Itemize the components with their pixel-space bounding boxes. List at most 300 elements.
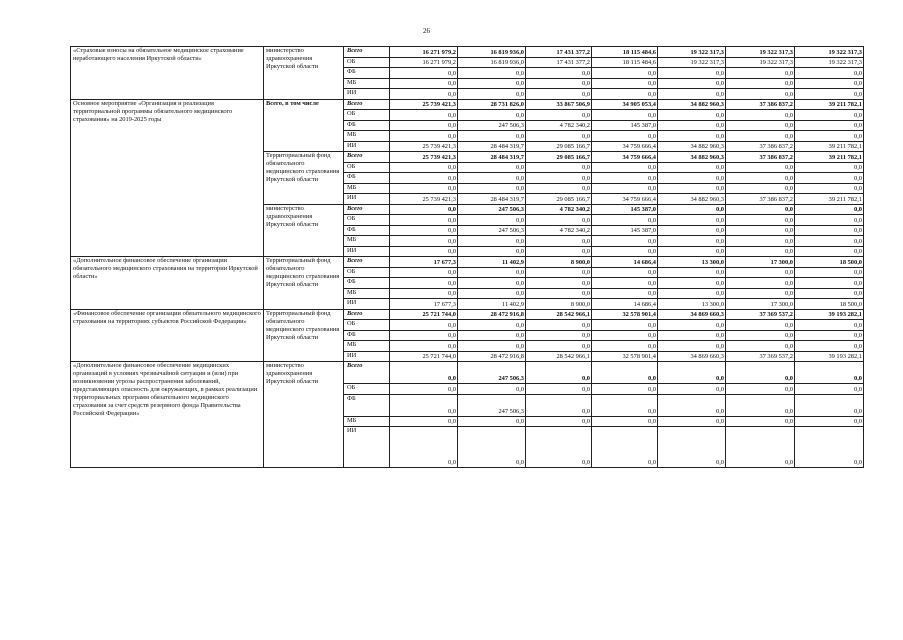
- amount-cell: 0,0: [458, 427, 526, 468]
- amount-cell: 0,0: [658, 215, 726, 226]
- table-row: [71, 47, 864, 58]
- amount-cell: 17 677,3: [390, 257, 458, 268]
- amount-cell: 0,0: [526, 162, 592, 173]
- amount-cell: 34 759 666,4: [592, 152, 658, 163]
- amount-cell: 0,0: [390, 173, 458, 184]
- amount-cell: 0,0: [526, 278, 592, 289]
- amount-cell: 0,0: [726, 267, 795, 278]
- amount-cell: 0,0: [795, 89, 864, 100]
- amount-cell: 0,0: [526, 394, 592, 416]
- amount-cell: 0,0: [726, 416, 795, 427]
- amount-cell: 0,0: [726, 89, 795, 100]
- amount-cell: 0,0: [390, 120, 458, 131]
- amount-cell: 0,0: [658, 89, 726, 100]
- funding-source-cell: МБ: [344, 416, 390, 427]
- amount-cell: 0,0: [458, 110, 526, 121]
- responsible-executor-cell: Территориальный фонд обязательного медицинского страхования Иркутской области: [264, 309, 344, 362]
- funding-source-cell: ФБ: [344, 173, 390, 184]
- amount-cell: 8 900,0: [526, 299, 592, 310]
- funding-source-cell: ФБ: [344, 120, 390, 131]
- amount-cell: 0,0: [658, 162, 726, 173]
- amount-cell: 0,0: [458, 78, 526, 89]
- amount-cell: 0,0: [795, 110, 864, 121]
- amount-cell: 0,0: [658, 267, 726, 278]
- amount-cell: 37 386 837,2: [726, 152, 795, 163]
- page-number: 26: [423, 27, 430, 35]
- responsible-executor-cell: министерство здравоохранения Иркутской области: [264, 362, 344, 468]
- amount-cell: 37 386 837,2: [726, 99, 795, 110]
- amount-cell: 247 506,3: [458, 120, 526, 131]
- amount-cell: 0,0: [592, 362, 658, 384]
- amount-cell: 0,0: [526, 330, 592, 341]
- amount-cell: 34 869 660,3: [658, 351, 726, 362]
- amount-cell: 0,0: [526, 320, 592, 331]
- amount-cell: 11 402,9: [458, 299, 526, 310]
- amount-cell: 0,0: [592, 215, 658, 226]
- amount-cell: 19 322 317,3: [658, 47, 726, 58]
- responsible-executor-cell: министерство здравоохранения Иркутской области: [264, 204, 344, 257]
- amount-cell: 0,0: [592, 246, 658, 257]
- responsible-executor-cell: Территориальный фонд обязательного медицинского страхования Иркутской области: [264, 152, 344, 205]
- amount-cell: 0,0: [526, 236, 592, 247]
- amount-cell: 0,0: [726, 288, 795, 299]
- amount-cell: 0,0: [458, 162, 526, 173]
- amount-cell: 25 739 421,3: [390, 99, 458, 110]
- amount-cell: 0,0: [795, 341, 864, 352]
- amount-cell: 0,0: [390, 267, 458, 278]
- amount-cell: 0,0: [726, 384, 795, 395]
- amount-cell: 0,0: [390, 162, 458, 173]
- amount-cell: 13 300,0: [658, 257, 726, 268]
- amount-cell: 0,0: [795, 394, 864, 416]
- amount-cell: 0,0: [658, 320, 726, 331]
- funding-source-cell: Всего: [344, 152, 390, 163]
- amount-cell: 0,0: [658, 278, 726, 289]
- amount-cell: 19 322 317,3: [658, 57, 726, 68]
- amount-cell: 34 759 666,4: [592, 194, 658, 205]
- amount-cell: 0,0: [726, 120, 795, 131]
- amount-cell: 0,0: [390, 225, 458, 236]
- amount-cell: 0,0: [658, 173, 726, 184]
- amount-cell: 0,0: [390, 183, 458, 194]
- amount-cell: 0,0: [390, 341, 458, 352]
- program-name-cell: «Страховые взносы на обязательное медицинское страхование неработающего населения Иркутской области»: [71, 47, 264, 100]
- funding-source-cell: ИИ: [344, 299, 390, 310]
- amount-cell: 0,0: [526, 78, 592, 89]
- responsible-executor-cell: Территориальный фонд обязательного медицинского страхования Иркутской области: [264, 257, 344, 310]
- amount-cell: 0,0: [390, 278, 458, 289]
- amount-cell: 0,0: [795, 225, 864, 236]
- amount-cell: 0,0: [458, 267, 526, 278]
- amount-cell: 0,0: [592, 341, 658, 352]
- amount-cell: 145 387,0: [592, 204, 658, 215]
- amount-cell: 0,0: [458, 173, 526, 184]
- funding-source-cell: ОБ: [344, 110, 390, 121]
- funding-source-cell: ОБ: [344, 57, 390, 68]
- budget-table-sheet: [70, 46, 863, 468]
- responsible-executor-cell: Всего, в том числе: [264, 99, 344, 152]
- table-row: [71, 309, 864, 320]
- funding-source-cell: ИИ: [344, 427, 390, 468]
- amount-cell: 37 386 837,2: [726, 141, 795, 152]
- funding-source-cell: ФБ: [344, 330, 390, 341]
- amount-cell: 0,0: [592, 183, 658, 194]
- funding-source-cell: ИИ: [344, 141, 390, 152]
- budget-table: [70, 46, 864, 468]
- amount-cell: 39 211 782,1: [795, 152, 864, 163]
- program-name-cell: Основное мероприятие «Организация и реализация территориальной программы обязательного медицинского страхования» на 2019-2025 годы: [71, 99, 264, 257]
- amount-cell: 0,0: [795, 384, 864, 395]
- amount-cell: 0,0: [458, 236, 526, 247]
- funding-source-cell: Всего: [344, 99, 390, 110]
- amount-cell: 0,0: [726, 236, 795, 247]
- amount-cell: 18 500,0: [795, 257, 864, 268]
- funding-source-cell: ФБ: [344, 225, 390, 236]
- amount-cell: 17 431 377,2: [526, 57, 592, 68]
- amount-cell: 0,0: [726, 204, 795, 215]
- amount-cell: 28 472 916,8: [458, 351, 526, 362]
- amount-cell: 0,0: [592, 394, 658, 416]
- amount-cell: 0,0: [795, 204, 864, 215]
- amount-cell: 0,0: [795, 267, 864, 278]
- amount-cell: 0,0: [592, 320, 658, 331]
- amount-cell: 39 211 782,1: [795, 141, 864, 152]
- funding-source-cell: ИИ: [344, 194, 390, 205]
- amount-cell: 0,0: [526, 267, 592, 278]
- amount-cell: 0,0: [592, 131, 658, 142]
- amount-cell: 0,0: [592, 384, 658, 395]
- amount-cell: 0,0: [726, 320, 795, 331]
- amount-cell: 0,0: [726, 110, 795, 121]
- amount-cell: 0,0: [390, 246, 458, 257]
- amount-cell: 0,0: [390, 427, 458, 468]
- funding-source-cell: ФБ: [344, 68, 390, 79]
- amount-cell: 25 721 744,0: [390, 309, 458, 320]
- amount-cell: 19 322 317,3: [726, 57, 795, 68]
- amount-cell: 0,0: [458, 68, 526, 79]
- funding-source-cell: Всего: [344, 204, 390, 215]
- amount-cell: 0,0: [795, 236, 864, 247]
- amount-cell: 14 686,4: [592, 299, 658, 310]
- amount-cell: 4 782 340,2: [526, 204, 592, 215]
- amount-cell: 0,0: [390, 416, 458, 427]
- amount-cell: 0,0: [726, 246, 795, 257]
- amount-cell: 0,0: [458, 215, 526, 226]
- amount-cell: 0,0: [726, 427, 795, 468]
- amount-cell: 0,0: [458, 288, 526, 299]
- amount-cell: 145 387,0: [592, 225, 658, 236]
- amount-cell: 14 686,4: [592, 257, 658, 268]
- amount-cell: 16 819 936,0: [458, 57, 526, 68]
- amount-cell: 18 500,0: [795, 299, 864, 310]
- amount-cell: 0,0: [726, 362, 795, 384]
- amount-cell: 0,0: [592, 68, 658, 79]
- amount-cell: 0,0: [526, 427, 592, 468]
- amount-cell: 0,0: [658, 288, 726, 299]
- funding-source-cell: ФБ: [344, 394, 390, 416]
- funding-source-cell: ОБ: [344, 215, 390, 226]
- amount-cell: 0,0: [795, 427, 864, 468]
- funding-source-cell: ОБ: [344, 320, 390, 331]
- amount-cell: 0,0: [390, 330, 458, 341]
- table-row: [71, 257, 864, 268]
- amount-cell: 0,0: [658, 110, 726, 121]
- amount-cell: 17 300,0: [726, 299, 795, 310]
- amount-cell: 0,0: [795, 162, 864, 173]
- amount-cell: 34 759 666,4: [592, 141, 658, 152]
- funding-source-cell: ИИ: [344, 246, 390, 257]
- amount-cell: 34 882 960,3: [658, 152, 726, 163]
- amount-cell: 0,0: [726, 215, 795, 226]
- amount-cell: 0,0: [726, 225, 795, 236]
- amount-cell: 0,0: [795, 246, 864, 257]
- amount-cell: 0,0: [795, 416, 864, 427]
- amount-cell: 0,0: [658, 183, 726, 194]
- amount-cell: 247 506,3: [458, 394, 526, 416]
- amount-cell: 0,0: [458, 278, 526, 289]
- amount-cell: 39 211 782,1: [795, 99, 864, 110]
- amount-cell: 0,0: [795, 362, 864, 384]
- amount-cell: 0,0: [658, 225, 726, 236]
- amount-cell: 0,0: [458, 384, 526, 395]
- amount-cell: 4 782 340,2: [526, 120, 592, 131]
- amount-cell: 0,0: [592, 78, 658, 89]
- amount-cell: 17 677,3: [390, 299, 458, 310]
- amount-cell: 19 322 317,3: [726, 47, 795, 58]
- amount-cell: 0,0: [458, 89, 526, 100]
- amount-cell: 25 739 421,3: [390, 194, 458, 205]
- amount-cell: 0,0: [658, 394, 726, 416]
- funding-source-cell: ИИ: [344, 89, 390, 100]
- amount-cell: 0,0: [726, 68, 795, 79]
- amount-cell: 25 739 421,3: [390, 152, 458, 163]
- funding-source-cell: МБ: [344, 183, 390, 194]
- amount-cell: 0,0: [658, 68, 726, 79]
- amount-cell: 0,0: [726, 78, 795, 89]
- funding-source-cell: МБ: [344, 78, 390, 89]
- amount-cell: 34 882 960,3: [658, 141, 726, 152]
- amount-cell: 39 193 282,1: [795, 309, 864, 320]
- amount-cell: 4 782 340,2: [526, 225, 592, 236]
- amount-cell: 0,0: [390, 288, 458, 299]
- funding-source-cell: МБ: [344, 236, 390, 247]
- amount-cell: 0,0: [592, 173, 658, 184]
- amount-cell: 0,0: [658, 131, 726, 142]
- amount-cell: 16 819 936,0: [458, 47, 526, 58]
- amount-cell: 16 271 979,2: [390, 47, 458, 58]
- amount-cell: 0,0: [795, 68, 864, 79]
- amount-cell: 25 739 421,3: [390, 141, 458, 152]
- amount-cell: 11 402,9: [458, 257, 526, 268]
- program-name-cell: «Дополнительное финансовое обеспечение организации обязательного медицинского страхования на территории Иркутской области»: [71, 257, 264, 310]
- amount-cell: 0,0: [526, 384, 592, 395]
- amount-cell: 0,0: [458, 183, 526, 194]
- amount-cell: 0,0: [795, 278, 864, 289]
- amount-cell: 28 472 916,8: [458, 309, 526, 320]
- amount-cell: 0,0: [658, 78, 726, 89]
- amount-cell: 0,0: [526, 68, 592, 79]
- amount-cell: 0,0: [658, 416, 726, 427]
- amount-cell: 13 300,0: [658, 299, 726, 310]
- table-row: [71, 362, 864, 384]
- responsible-executor-cell: министерство здравоохранения Иркутской области: [264, 47, 344, 100]
- amount-cell: 0,0: [658, 362, 726, 384]
- amount-cell: 0,0: [526, 183, 592, 194]
- amount-cell: 0,0: [390, 394, 458, 416]
- amount-cell: 0,0: [526, 215, 592, 226]
- funding-source-cell: ИИ: [344, 351, 390, 362]
- amount-cell: 0,0: [592, 110, 658, 121]
- amount-cell: 37 386 837,2: [726, 194, 795, 205]
- amount-cell: 0,0: [726, 394, 795, 416]
- amount-cell: 0,0: [795, 78, 864, 89]
- amount-cell: 0,0: [658, 236, 726, 247]
- amount-cell: 19 322 317,3: [795, 47, 864, 58]
- amount-cell: 0,0: [658, 204, 726, 215]
- amount-cell: 0,0: [592, 288, 658, 299]
- amount-cell: 17 431 377,2: [526, 47, 592, 58]
- amount-cell: 0,0: [458, 416, 526, 427]
- amount-cell: 0,0: [526, 131, 592, 142]
- amount-cell: 0,0: [390, 110, 458, 121]
- program-name-cell: «Финансовое обеспечение организации обязательного медицинского страхования на территориях субъектов Российской Федерации»: [71, 309, 264, 362]
- amount-cell: 0,0: [658, 246, 726, 257]
- amount-cell: 29 085 166,7: [526, 141, 592, 152]
- amount-cell: 32 578 901,4: [592, 351, 658, 362]
- amount-cell: 0,0: [726, 131, 795, 142]
- amount-cell: 0,0: [458, 320, 526, 331]
- amount-cell: 18 115 484,6: [592, 57, 658, 68]
- amount-cell: 28 484 319,7: [458, 152, 526, 163]
- amount-cell: 0,0: [592, 89, 658, 100]
- amount-cell: 0,0: [726, 278, 795, 289]
- funding-source-cell: Всего: [344, 362, 390, 384]
- amount-cell: 0,0: [526, 89, 592, 100]
- amount-cell: 34 882 960,3: [658, 99, 726, 110]
- amount-cell: 28 484 319,7: [458, 194, 526, 205]
- amount-cell: 0,0: [726, 330, 795, 341]
- amount-cell: 0,0: [658, 120, 726, 131]
- budget-table-body: [71, 47, 864, 468]
- amount-cell: 0,0: [390, 236, 458, 247]
- amount-cell: 37 369 537,2: [726, 309, 795, 320]
- amount-cell: 0,0: [592, 162, 658, 173]
- amount-cell: 0,0: [458, 341, 526, 352]
- amount-cell: 0,0: [592, 278, 658, 289]
- amount-cell: 0,0: [526, 362, 592, 384]
- amount-cell: 0,0: [390, 384, 458, 395]
- amount-cell: 0,0: [592, 416, 658, 427]
- amount-cell: 0,0: [526, 173, 592, 184]
- funding-source-cell: ОБ: [344, 267, 390, 278]
- amount-cell: 0,0: [390, 204, 458, 215]
- amount-cell: 32 578 901,4: [592, 309, 658, 320]
- amount-cell: 247 506,3: [458, 204, 526, 215]
- amount-cell: 33 867 506,9: [526, 99, 592, 110]
- amount-cell: 0,0: [726, 173, 795, 184]
- amount-cell: 0,0: [390, 89, 458, 100]
- amount-cell: 0,0: [526, 341, 592, 352]
- amount-cell: 0,0: [390, 215, 458, 226]
- funding-source-cell: ОБ: [344, 384, 390, 395]
- amount-cell: 39 211 782,1: [795, 194, 864, 205]
- amount-cell: 0,0: [592, 267, 658, 278]
- amount-cell: 0,0: [526, 110, 592, 121]
- amount-cell: 0,0: [658, 341, 726, 352]
- funding-source-cell: ФБ: [344, 278, 390, 289]
- amount-cell: 17 300,0: [726, 257, 795, 268]
- amount-cell: 37 369 537,2: [726, 351, 795, 362]
- amount-cell: 0,0: [726, 183, 795, 194]
- amount-cell: 0,0: [795, 120, 864, 131]
- amount-cell: 247 506,3: [458, 225, 526, 236]
- amount-cell: 0,0: [592, 236, 658, 247]
- amount-cell: 0,0: [795, 288, 864, 299]
- amount-cell: 0,0: [390, 362, 458, 384]
- amount-cell: 16 271 979,2: [390, 57, 458, 68]
- funding-source-cell: МБ: [344, 341, 390, 352]
- amount-cell: 0,0: [592, 427, 658, 468]
- funding-source-cell: Всего: [344, 257, 390, 268]
- amount-cell: 0,0: [658, 427, 726, 468]
- funding-source-cell: Всего: [344, 309, 390, 320]
- amount-cell: 0,0: [795, 320, 864, 331]
- amount-cell: 247 506,3: [458, 362, 526, 384]
- amount-cell: 0,0: [526, 288, 592, 299]
- amount-cell: 28 542 966,1: [526, 351, 592, 362]
- funding-source-cell: МБ: [344, 131, 390, 142]
- amount-cell: 0,0: [795, 183, 864, 194]
- amount-cell: 0,0: [458, 330, 526, 341]
- amount-cell: 29 085 166,7: [526, 194, 592, 205]
- amount-cell: 28 731 826,0: [458, 99, 526, 110]
- amount-cell: 8 900,0: [526, 257, 592, 268]
- table-row: [71, 99, 864, 110]
- amount-cell: 145 387,0: [592, 120, 658, 131]
- amount-cell: 0,0: [390, 68, 458, 79]
- amount-cell: 28 542 966,1: [526, 309, 592, 320]
- amount-cell: 19 322 317,3: [795, 57, 864, 68]
- funding-source-cell: Всего: [344, 47, 390, 58]
- amount-cell: 0,0: [458, 246, 526, 257]
- amount-cell: 0,0: [795, 330, 864, 341]
- program-name-cell: «Дополнительное финансовое обеспечение медицинских организаций в условиях чрезвычайной ситуации и (или) при возникновении угрозы распространения заболеваний, представляющих опасность для окружающих, в рамках реализации территориальных программ обязательного медицинского страхования за счет средств резервного фонда Правительства Российской Федерации»: [71, 362, 264, 468]
- amount-cell: 0,0: [592, 330, 658, 341]
- amount-cell: 0,0: [526, 416, 592, 427]
- amount-cell: 0,0: [526, 246, 592, 257]
- amount-cell: 0,0: [795, 173, 864, 184]
- amount-cell: 0,0: [390, 78, 458, 89]
- funding-source-cell: ОБ: [344, 162, 390, 173]
- amount-cell: 0,0: [726, 341, 795, 352]
- amount-cell: 0,0: [458, 131, 526, 142]
- amount-cell: 0,0: [390, 131, 458, 142]
- amount-cell: 39 193 282,1: [795, 351, 864, 362]
- amount-cell: 0,0: [795, 131, 864, 142]
- amount-cell: 29 085 166,7: [526, 152, 592, 163]
- amount-cell: 0,0: [795, 215, 864, 226]
- funding-source-cell: МБ: [344, 288, 390, 299]
- amount-cell: 25 721 744,0: [390, 351, 458, 362]
- amount-cell: 34 882 960,3: [658, 194, 726, 205]
- amount-cell: 18 115 484,6: [592, 47, 658, 58]
- amount-cell: 34 905 053,4: [592, 99, 658, 110]
- amount-cell: 0,0: [726, 162, 795, 173]
- amount-cell: 34 869 660,3: [658, 309, 726, 320]
- amount-cell: 0,0: [390, 320, 458, 331]
- amount-cell: 28 484 319,7: [458, 141, 526, 152]
- amount-cell: 0,0: [658, 384, 726, 395]
